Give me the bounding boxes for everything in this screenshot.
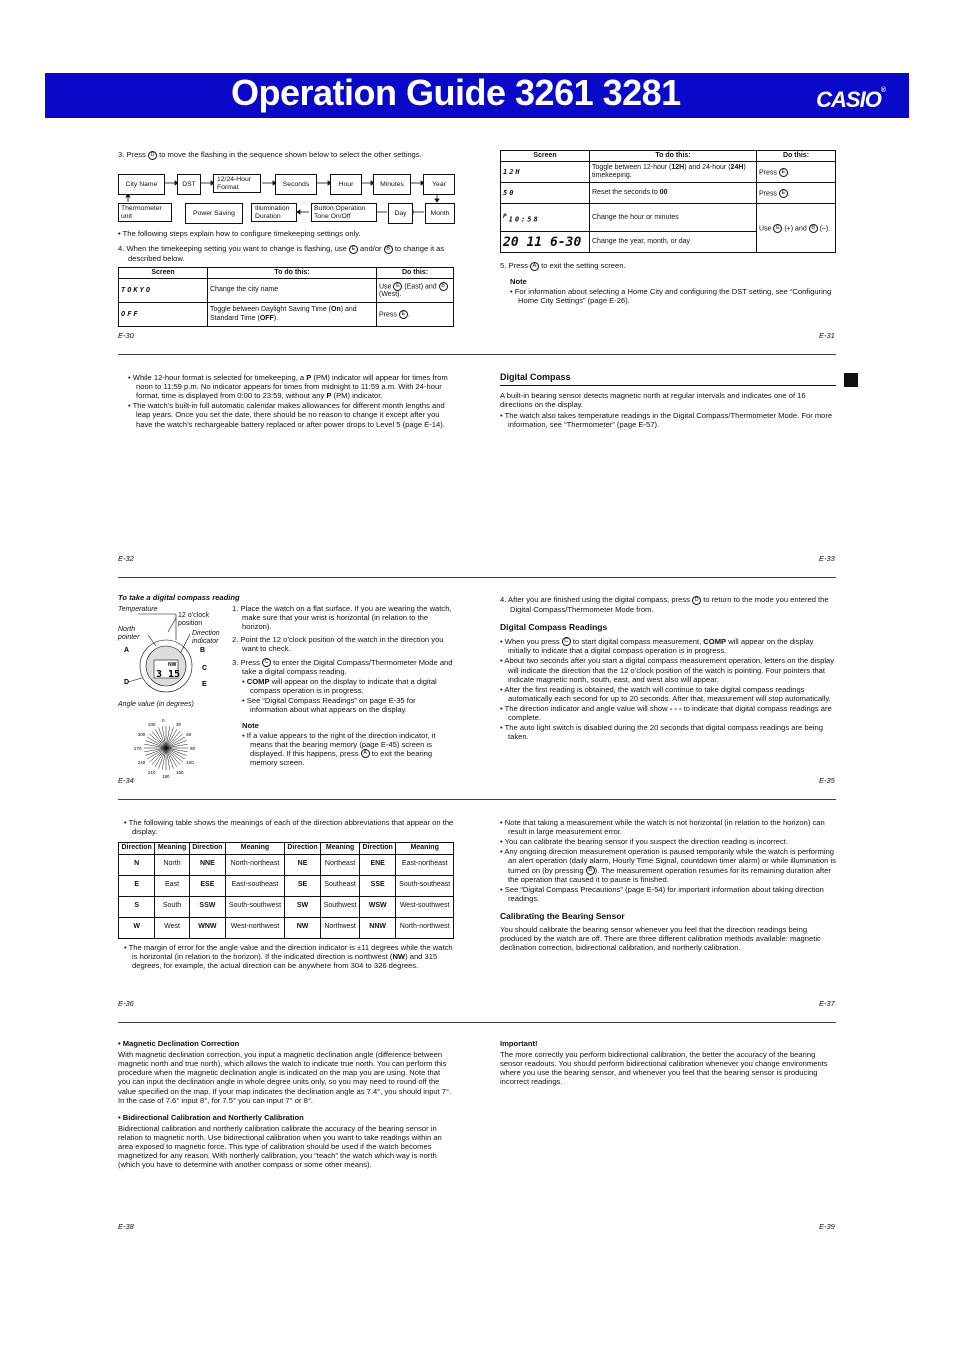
e34-heading: To take a digital compass reading [118, 593, 240, 602]
dial-label: 240 [137, 760, 146, 765]
meaning-cell: East-southeast [226, 875, 285, 896]
e38-heading-2: • Bidirectional Calibration and Northerly Calibration [118, 1112, 304, 1122]
direction-table [118, 842, 454, 938]
button-a-icon: A [530, 262, 539, 271]
dial-label: 30 [176, 721, 182, 727]
cell-do: Use E (+) and B (–). [757, 204, 836, 253]
e37-bullet-3: • Any ongoing direction measurement operation is paused temporarily while the watch is performing an alert operation (daily alarm, Hourly Time Signal, countdown timer alarm) or while illumination is turned on (by pressing B ). The measurement operation resumes for its remaining duration after the operation that caused it to pause is finished. [500, 847, 836, 885]
page-e38 [118, 1039, 454, 1171]
divider [118, 354, 836, 355]
e38-heading-1: • Magnetic Declination Correction [118, 1039, 240, 1048]
page-e39 [500, 1039, 836, 1089]
page-e34 [118, 593, 458, 604]
brand-logo: CASIO® [816, 87, 885, 112]
dial-label: 120 [186, 760, 194, 765]
cell-todo: Reset the seconds to 00 [590, 183, 757, 204]
cell-do: Press E . [757, 162, 836, 183]
dial-label: 270 [134, 746, 142, 751]
watch-diagram [118, 604, 230, 780]
lcd-off: OFF [119, 303, 208, 327]
meaning-cell: South [155, 896, 189, 917]
e31-table [500, 150, 836, 253]
page-number: E-32 [118, 554, 134, 563]
dial-label: 210 [148, 770, 156, 776]
th-direction-col: Direction [284, 843, 320, 854]
page-e30 [118, 150, 454, 164]
dial-label: 60 [186, 732, 192, 737]
page-e31 [500, 150, 836, 306]
meaning-cell: Southwest [321, 896, 360, 917]
meaning-cell: East-northeast [396, 854, 454, 875]
meaning-cell: West-southwest [396, 896, 454, 917]
label-12-oclock: 12 o’clock position [178, 612, 210, 627]
button-d-icon: D [148, 151, 157, 160]
e30-step4: 4. When the timekeeping setting you want to change is flashing, use E and/or B to change it as described below. [118, 244, 445, 263]
e35-bullet-1: • When you press C to start digital compass measurement, COMP will appear on the display initially to indicate that a digital compass operation is in progress. [500, 636, 814, 656]
direction-cell: NNW [359, 917, 395, 938]
lcd-12h: 12H [501, 162, 590, 183]
section-title: Calibrating the Bearing Sensor [500, 911, 625, 922]
button-b-label: B [200, 647, 206, 654]
flow-power-saving: Power Saving [185, 203, 243, 224]
dial-label: 330 [148, 721, 156, 727]
flow-button-tone: Button Operation Tone On/Off [311, 203, 377, 222]
dial-label: 300 [137, 732, 146, 737]
table-row [119, 917, 454, 938]
dial-label: 0 [162, 718, 165, 723]
flow-12-24: 12/24-Hour Format [213, 174, 261, 193]
e36-bullet-2: • The margin of error for the angle value and the direction indicator is ±11 degrees while the watch is horizontal (in relation to the horizon). If the indicated direction is northwest (NW) and 315 degrees, for example, the actual direction can be anywhere from 304 to 326 degrees. [124, 942, 453, 970]
meaning-cell: West-northwest [226, 917, 285, 938]
e35-bullet-5: • The auto light switch is disabled during the 20 seconds that digital compass readings are being taken. [500, 723, 823, 742]
meaning-cell: East [155, 875, 189, 896]
angle-dial [144, 726, 188, 770]
flow-day: Day [388, 203, 413, 224]
cell-do: Use E (East) and B (West). [377, 279, 454, 303]
button-c-label: C [202, 665, 208, 672]
note-label: Note [510, 276, 527, 286]
cell-do: Press E . [377, 303, 454, 327]
th-do: Do this: [757, 151, 836, 162]
th-direction-col: Meaning [226, 843, 285, 854]
th-direction-col: Direction [119, 843, 155, 854]
button-a-label: A [124, 647, 130, 654]
e35-step4: 4. After you are finished using the digital compass, press D to return to the mode you entered the Digital Compass/Thermometer Mode from. [500, 595, 829, 614]
e34-note: • If a value appears to the right of the direction indicator, it means that the bearing memory (page E-45) screen is displayed. If this happens, press A to exit the bearing memory screen. [242, 730, 436, 768]
page-e32 [128, 373, 454, 430]
label-direction-indicator: Direction indicator [192, 630, 220, 645]
th-todo: To do this: [208, 267, 377, 278]
direction-cell: SW [284, 896, 320, 917]
section-title: Digital Compass Readings [500, 621, 608, 632]
th-direction-col: Meaning [155, 843, 189, 854]
lcd-tokyo: TOKYO [119, 279, 208, 303]
divider [118, 799, 836, 800]
page-number: E-36 [118, 999, 134, 1008]
page-title: Operation Guide 3261 3281 [231, 72, 681, 113]
e37-bullet-1: • Note that taking a measurement while the watch is not horizontal (in relation to the horizon) can result in large measurement error. [500, 818, 825, 837]
th-direction-col: Meaning [396, 843, 454, 854]
flow-month: Month [425, 203, 455, 224]
direction-cell: NW [284, 917, 320, 938]
table-row [119, 896, 454, 917]
th-todo: To do this: [590, 151, 757, 162]
e30-step3: 3. Press D to move the flashing in the sequence shown below to select the other settings. [118, 150, 422, 159]
e39-para: The more correctly you perform bidirectional calibration, the better the accuracy of the bearing sensor readouts. You should perform bidirectional calibration whenever you change environments where you use the bearing sensor, and whenever you feel that the bearing sensor is producing incorrect readings. [500, 1050, 828, 1087]
important-heading: Important! [500, 1039, 538, 1048]
section-title: Digital Compass [500, 372, 836, 386]
lcd-1058: $^P$10:58 [501, 204, 590, 232]
cell-todo: Toggle between 12-hour (12H) and 24-hour (24H) timekeeping. [590, 162, 757, 183]
button-e-icon: E [349, 245, 358, 254]
e31-note: • For information about selecting a Home City and configuring the DST setting, see “Configuring Home City Settings” (page E-26). [510, 287, 832, 306]
e35-bullet-3: • After the first reading is obtained, the watch will continue to take digital compass readings automatically each second for up to 20 seconds. After that, measurement will stop automatically. [500, 684, 831, 703]
e34-step1: 1. Place the watch on a flat surface. If you are wearing the watch, make sure that your wrist is horizontal (in relation to the horizon). [232, 604, 452, 632]
e35-bullet-2: • About two seconds after you start a digital compass measurement operation, letters on the display will indicate the direction that the 12 o’clock position of the watch is pointing. Four pointers that indicate magnetic north, south, east, and west also will appear. [500, 656, 835, 684]
page-e37 [500, 818, 836, 954]
cell-todo: Change the city name [208, 279, 377, 303]
th-direction-col: Meaning [321, 843, 360, 854]
page-e30-lower [118, 229, 454, 327]
flow-minutes: Minutes [373, 174, 411, 195]
label-angle-value: Angle value (in degrees) [118, 701, 194, 708]
e37-para: You should calibrate the bearing sensor whenever you feel that the direction readings being produced by the watch are off. There are three different calibration methods available: magnetic declination correction, bidirectional calibration, and northerly calibration. [500, 924, 821, 952]
direction-cell: W [119, 917, 155, 938]
page-e34-steps [232, 604, 454, 769]
page-number: E-33 [819, 554, 835, 563]
direction-cell: WSW [359, 896, 395, 917]
section-marker [844, 373, 858, 387]
display-angle: 3 15 [156, 669, 181, 680]
cell-do: Press E . [757, 183, 836, 204]
header-banner [45, 73, 909, 118]
table-row [119, 854, 454, 875]
label-temperature: Temperature [118, 606, 158, 613]
compass-illustration [118, 604, 230, 780]
flow-city-name: City Name [118, 174, 165, 195]
e33-para: A built-in bearing sensor detects magnetic north at regular intervals and indicates one of 16 directions on the display. [500, 390, 806, 409]
cell-todo: Toggle between Daylight Saving Time (On) and Standard Time (OFF). [208, 303, 377, 327]
e30-table [118, 267, 454, 327]
page-e33 [500, 372, 836, 430]
flow-hour: Hour [330, 174, 362, 195]
meaning-cell: North [155, 854, 189, 875]
flow-year: Year [423, 174, 455, 195]
th-screen: Screen [501, 151, 590, 162]
page-number: E-34 [118, 776, 134, 785]
flow-dst: DST [177, 174, 201, 195]
meaning-cell: South-southwest [226, 896, 285, 917]
dial-label: 180 [162, 774, 170, 779]
meaning-cell: Northeast [321, 854, 360, 875]
button-d-label: D [124, 679, 130, 686]
e34-step2: 2. Point the 12 o’clock position of the watch in the direction you want to check. [232, 635, 444, 654]
page-number: E-31 [819, 331, 835, 340]
divider [118, 577, 836, 578]
direction-cell: SSE [359, 875, 395, 896]
flow-illumination: Illumination Duration [251, 203, 297, 222]
page-number: E-39 [819, 1222, 835, 1231]
e36-bullet-1: • The following table shows the meanings of each of the direction abbreviations that appear on the display. [124, 818, 454, 837]
divider [118, 1022, 836, 1023]
cell-todo: Change the hour or minutes [590, 204, 757, 232]
th-direction-col: Direction [189, 843, 225, 854]
e34-step3-bullet1: • COMP will appear on the display to indicate that a digital compass operation is in progress. [242, 677, 437, 696]
page-number: E-38 [118, 1222, 134, 1231]
dial-label: 90 [190, 746, 196, 751]
meaning-cell: North-northwest [396, 917, 454, 938]
button-e-label: E [202, 681, 207, 688]
e34-step3-bullet2: • See “Digital Compass Readings” on page E-35 for information about what appears on the display. [242, 696, 416, 715]
meaning-cell: West [155, 917, 189, 938]
display-direction: NW [168, 662, 177, 668]
e30-flow-diagram [118, 172, 458, 228]
th-direction-col: Direction [359, 843, 395, 854]
meaning-cell: Southeast [321, 875, 360, 896]
flow-seconds: Seconds [275, 174, 317, 195]
e38-para-2: Bidirectional calibration and northerly calibration calibrate the accuracy of the bearing sensor in relation to magnetic north. Use bidirectional calibration when you want to take readings within an area exposed to magnetic force. This type of calibration should be used if the watch becomes magnetized for any reason. With northerly calibration, you “teach” the watch which way is north (which you have to determine with another compass or some other means). [118, 1123, 442, 1170]
flow-thermo-unit: Thermometer unit [118, 203, 172, 222]
direction-cell: NNE [189, 854, 225, 875]
e34-step3: 3. Press C to enter the Digital Compass/Thermometer Mode and take a digital compass reading. [232, 657, 453, 677]
meaning-cell: North-northeast [226, 854, 285, 875]
direction-cell: WNW [189, 917, 225, 938]
direction-cell: ESE [189, 875, 225, 896]
th-do: Do this: [377, 267, 454, 278]
e37-bullet-4: • See “Digital Compass Precautions” (page E-54) for important information about taking direction readings. [500, 885, 824, 904]
direction-cell: N [119, 854, 155, 875]
direction-cell: S [119, 896, 155, 917]
dial-label: 150 [176, 770, 184, 776]
lcd-50: 50 [501, 183, 590, 204]
meaning-cell: South-southeast [396, 875, 454, 896]
direction-cell: SSW [189, 896, 225, 917]
note-label: Note [242, 720, 259, 730]
direction-cell: E [119, 875, 155, 896]
th-screen: Screen [119, 267, 208, 278]
e32-bullet-2: • The watch’s built-in full automatic calendar makes allowances for different month lengths and leap years. Once you set the date, there should be no reason to change it except after you have the watch’s rechargeable battery replaced or after power drops to Level 5 (page E-14). [128, 401, 445, 429]
page-e36 [118, 818, 454, 971]
e32-bullet-1: • While 12-hour format is selected for timekeeping, a P (PM) indicator will appear for times from noon to 11:59 p.m. No indicator appears for times from midnight to 11:59 a.m. With 24-hour format, time is displayed from 0:00 to 23:59, without any P (PM) indicator. [128, 373, 448, 401]
e38-para-1: With magnetic declination correction, you input a magnetic declination angle (difference between magnetic north and true north), which allows the watch to indicate true north. You can perform this procedure when the magnetic declination angle is indicated on the map you are using. Note that you can input the declination angle in whole degree units only, so you may need to round off the value specified on the map. If your map indicates the declination angle as 7.4°, you should input 7°. In the case of 7.6° input 8°, for 7.5° you can input 7° or 8°. [118, 1050, 452, 1105]
e37-bullet-2: • You can calibrate the bearing sensor if you suspect the direction reading is incorrect. [500, 837, 789, 847]
e33-bullet: • The watch also takes temperature readings in the Digital Compass/Thermometer Mode. For more information, see “Thermometer” (page E-57). [500, 411, 833, 430]
button-b-icon: B [384, 245, 393, 254]
direction-cell: ENE [359, 854, 395, 875]
meaning-cell: Northwest [321, 917, 360, 938]
page-e35 [500, 595, 836, 742]
lcd-date: 20 11 6-30 [501, 232, 590, 253]
e35-bullet-4: • The direction indicator and angle value will show - - - to indicate that digital compass readings are complete. [500, 703, 832, 723]
direction-cell: NE [284, 854, 320, 875]
page-number: E-37 [819, 999, 835, 1008]
e31-step5: 5. Press A to exit the setting screen. [500, 261, 626, 271]
cell-todo: Change the year, month, or day [590, 232, 757, 253]
page-number: E-30 [118, 331, 134, 340]
page-number: E-35 [819, 776, 835, 785]
label-north-pointer: North pointer [118, 626, 140, 641]
table-row [119, 875, 454, 896]
direction-cell: SE [284, 875, 320, 896]
e30-bullet: • The following steps explain how to configure timekeeping settings only. [118, 229, 361, 238]
